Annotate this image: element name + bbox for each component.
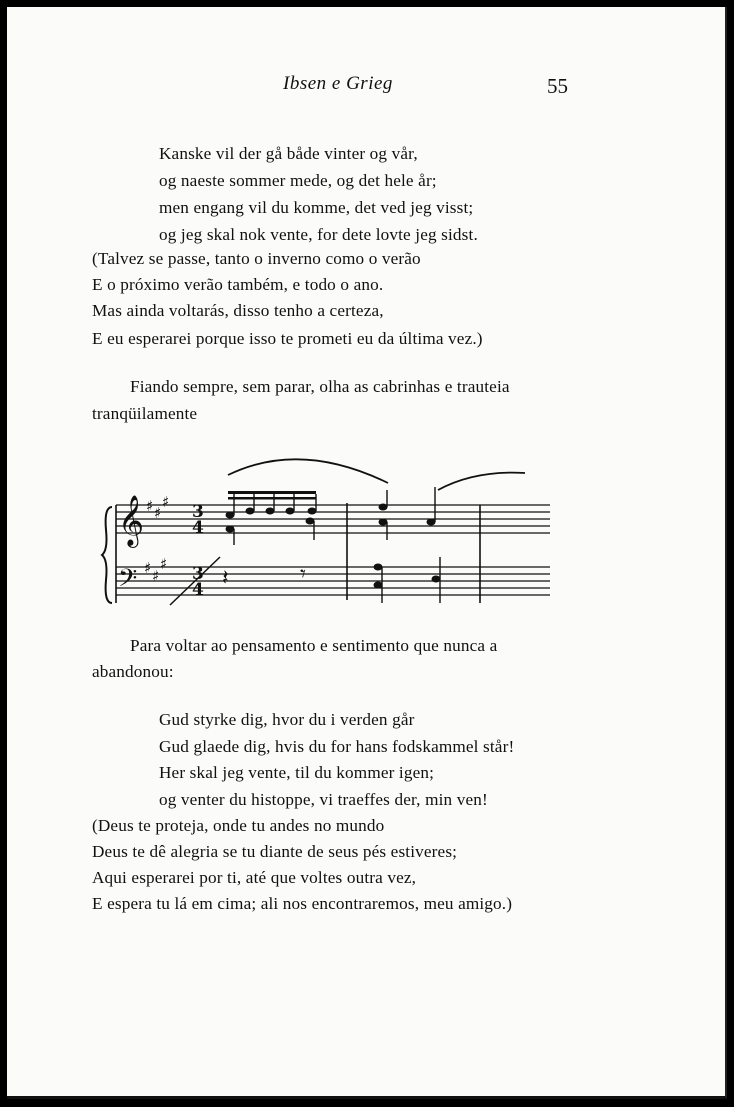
poem-line: Her skal jeg vente, til du kommer igen; (159, 763, 435, 782)
svg-text:♯: ♯ (144, 559, 152, 577)
poem-line: men engang vil du komme, det ved jeg visst; (159, 198, 474, 217)
body-text-line: tranqüilamente (92, 404, 198, 423)
page-number: 55 (547, 74, 568, 98)
svg-text:♯: ♯ (154, 504, 162, 522)
svg-text:𝄢: 𝄢 (118, 564, 138, 599)
body-text-line: Para voltar ao pensamento e sentimento que nunca a (130, 636, 498, 655)
translation-line: Aqui esperarei por ti, até que voltes outra vez, (92, 868, 417, 887)
poem-line: Kanske vil der gå både vinter og vår, (159, 144, 418, 163)
running-header-title: Ibsen e Grieg (283, 73, 393, 94)
translation-line: (Deus te proteja, onde tu andes no mundo (92, 816, 385, 835)
svg-text:4: 4 (192, 518, 204, 538)
svg-text:4: 4 (192, 580, 204, 600)
poem-line: Gud styrke dig, hvor du i verden går (159, 710, 415, 729)
music-score (100, 445, 560, 610)
svg-text:3: 3 (192, 564, 204, 584)
svg-text:♯: ♯ (160, 555, 168, 573)
poem-line: og naeste sommer mede, og det hele år; (159, 171, 437, 190)
svg-text:𝄾: 𝄾 (300, 562, 306, 587)
translation-line: E o próximo verão também, e todo o ano. (92, 275, 384, 294)
body-text-line: Fiando sempre, sem parar, olha as cabrinhas e trauteia (130, 377, 510, 396)
svg-text:𝄞: 𝄞 (118, 495, 145, 546)
translation-line: E eu esperarei porque isso te prometi eu da última vez.) (92, 329, 483, 348)
translation-line: (Talvez se passe, tanto o inverno como o verão (92, 249, 421, 268)
svg-text:♯: ♯ (162, 493, 170, 511)
translation-line: Mas ainda voltarás, disso tenho a certeza, (92, 301, 384, 320)
svg-text:♯: ♯ (146, 497, 154, 515)
svg-text:𝄽: 𝄽 (222, 566, 229, 591)
poem-line: Gud glaede dig, hvis du for hans fodskammel står! (159, 737, 515, 756)
body-text-line: abandonou: (92, 662, 174, 681)
poem-line: og jeg skal nok vente, for dete lovte jeg sidst. (159, 225, 478, 244)
translation-line: Deus te dê alegria se tu diante de seus pés estiveres; (92, 842, 458, 861)
svg-text:♯: ♯ (152, 567, 160, 585)
poem-line: og venter du histoppe, vi traeffes der, min ven! (159, 790, 488, 809)
svg-text:3: 3 (192, 502, 204, 522)
translation-line: E espera tu lá em cima; ali nos encontraremos, meu amigo.) (92, 894, 513, 913)
